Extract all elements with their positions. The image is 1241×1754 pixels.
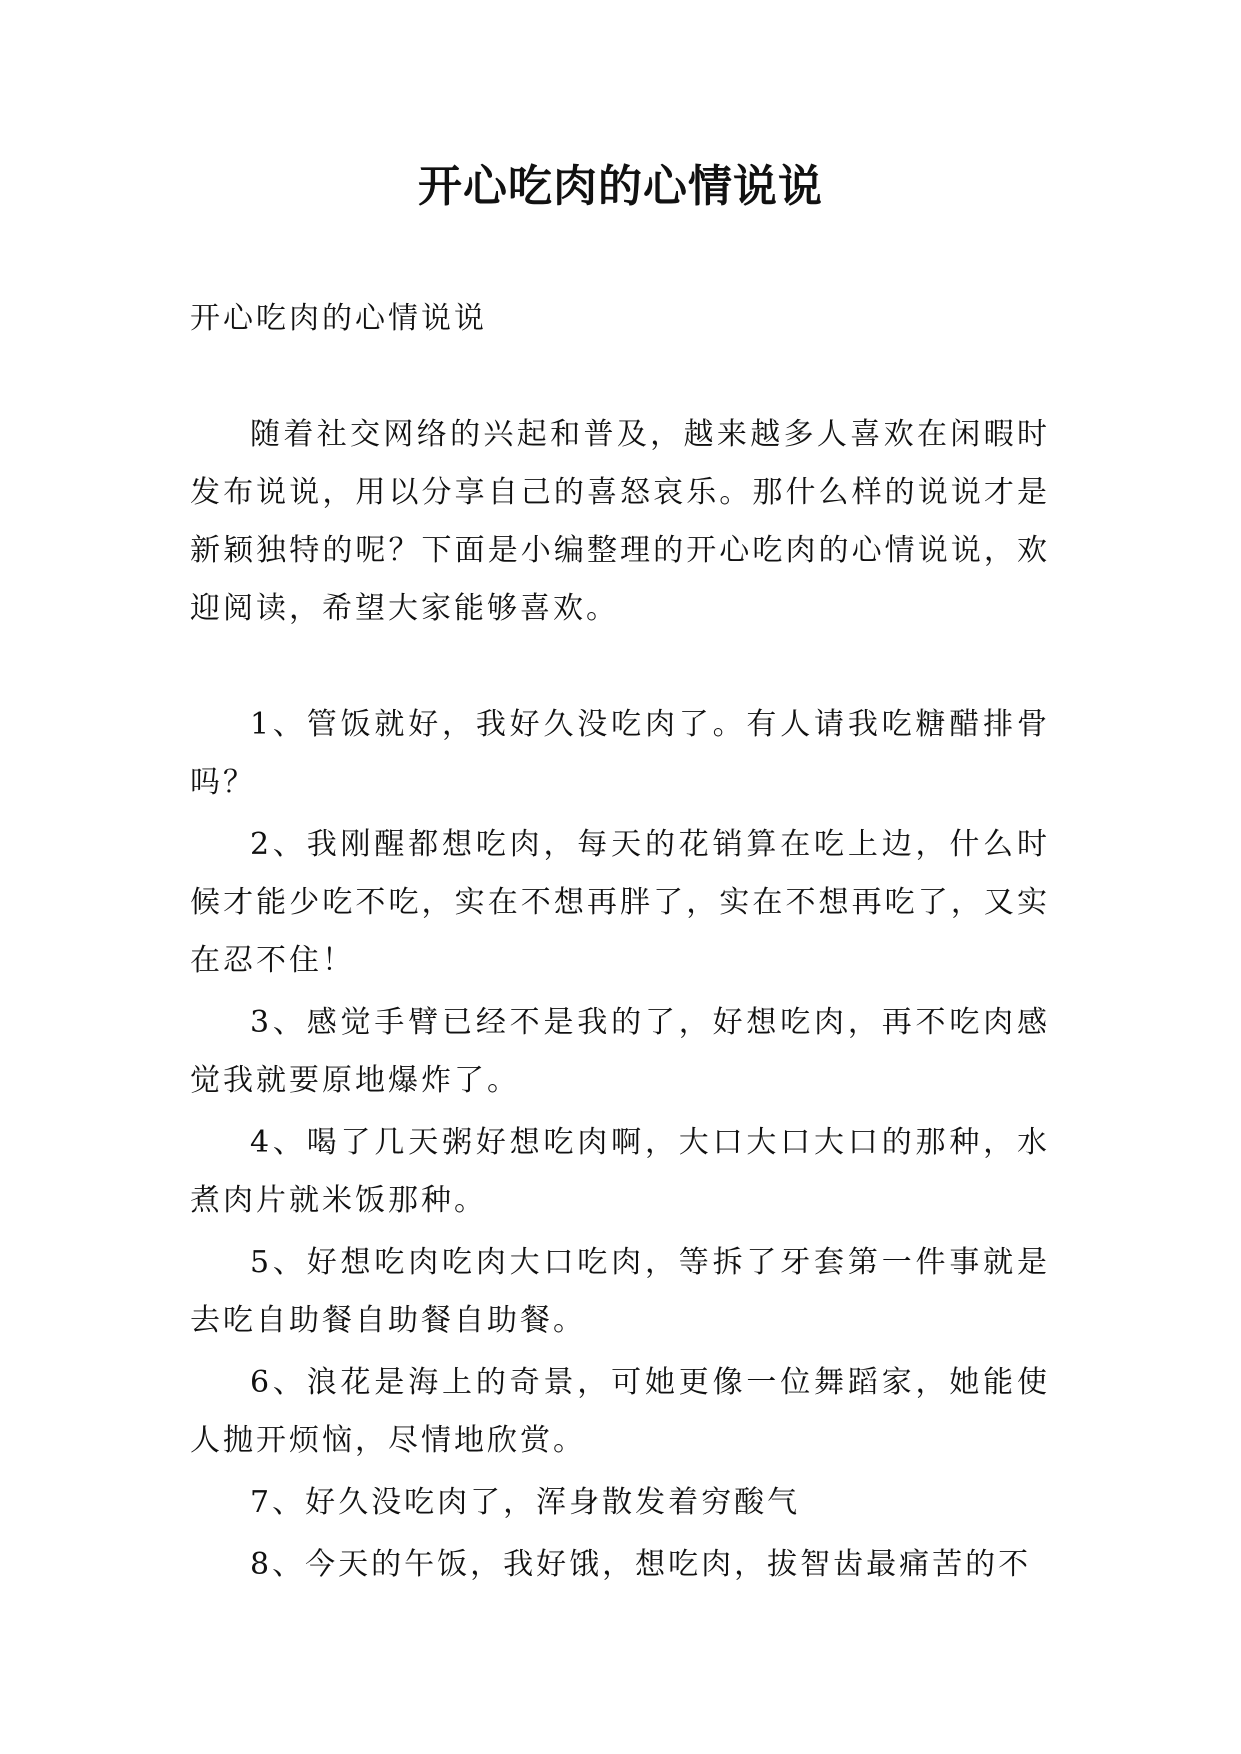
list-item: 7、好久没吃肉了，浑身散发着穷酸气 [250,1485,801,1520]
list-item: 1、管饭就好，我好久没吃肉了。有人请我吃糖醋排骨吗？ [190,707,1050,800]
list-item: 8、今天的午饭，我好饿，想吃肉，拔智齿最痛苦的不 [250,1547,1032,1582]
list-item: 6、浪花是海上的奇景，可她更像一位舞蹈家，她能使人抛开烦恼，尽情地欣赏。 [190,1365,1050,1458]
list-item: 4、喝了几天粥好想吃肉啊，大口大口大口的那种，水煮肉片就米饭那种。 [190,1125,1050,1218]
list-item: 3、感觉手臂已经不是我的了，好想吃肉，再不吃肉感觉我就要原地爆炸了。 [190,1005,1050,1098]
document-title: 开心吃肉的心情说说 [418,161,823,212]
intro-paragraph: 随着社交网络的兴起和普及，越来越多人喜欢在闲暇时发布说说，用以分享自己的喜怒哀乐。那什么样的说说才是新颖独特的呢？下面是小编整理的开心吃肉的心情说说，欢迎阅读，希望大家能够喜欢。 [190,417,1050,626]
document-subtitle: 开心吃肉的心情说说 [190,301,487,336]
document-body [190,290,1050,1598]
list-item: 5、好想吃肉吃肉大口吃肉，等拆了牙套第一件事就是去吃自助餐自助餐自助餐。 [190,1245,1050,1338]
list-item: 2、我刚醒都想吃肉，每天的花销算在吃上边，什么时候才能少吃不吃，实在不想再胖了，实在不想再吃了，又实在忍不住！ [190,827,1050,978]
